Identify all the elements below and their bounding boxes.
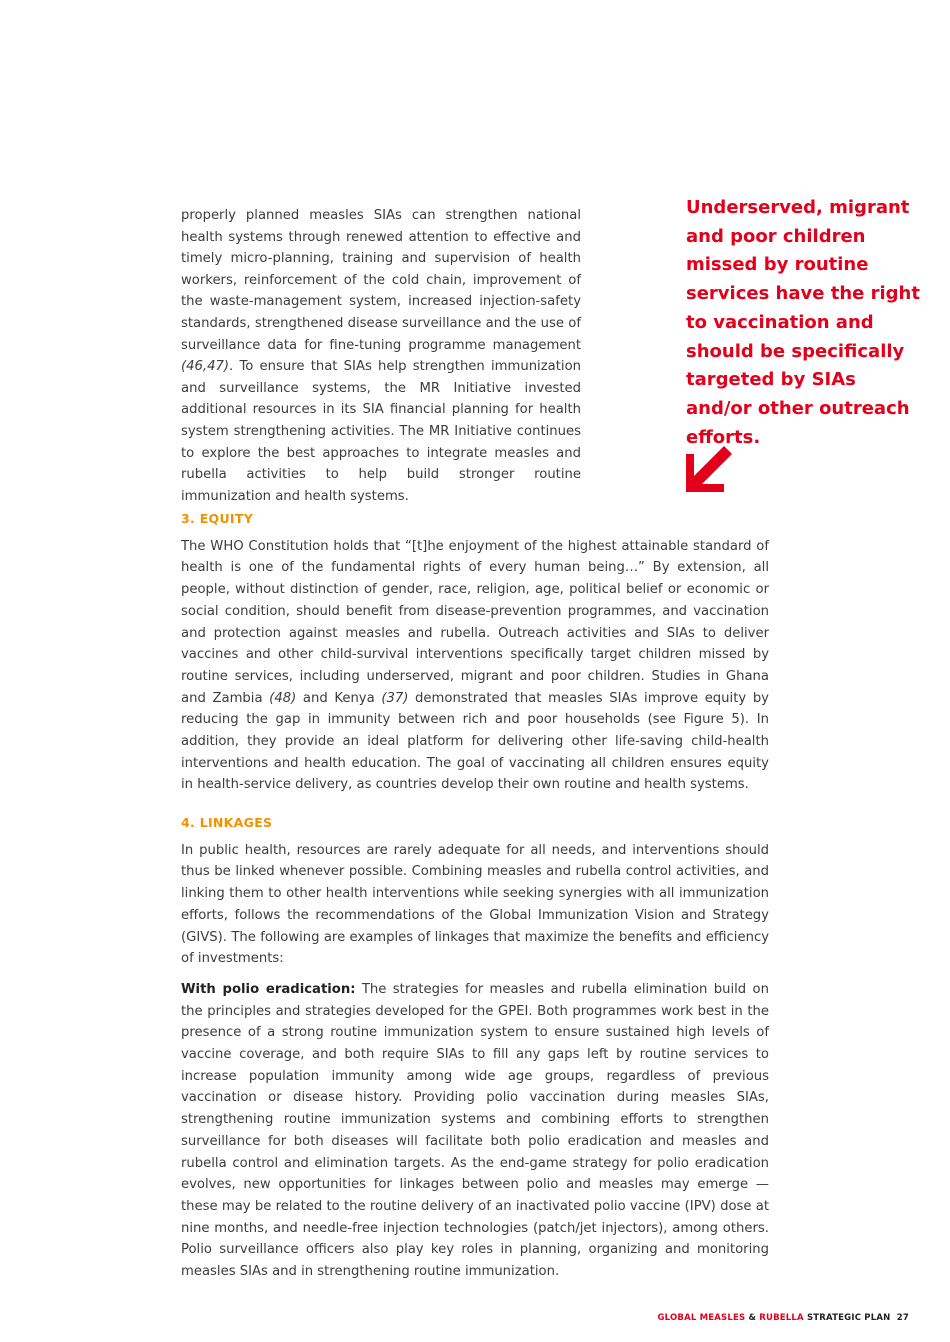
footer-title-plan: STRATEGIC PLAN: [803, 1313, 891, 1323]
footer-title-measles: GLOBAL MEASLES: [657, 1313, 746, 1323]
equity-paragraph: [181, 536, 769, 796]
page-footer: [657, 1313, 909, 1323]
equity-text: demonstrated that measles SIAs improve equity by reducing the gap in immunity between rich and poor households (see Figure 5). In addition, they provide an ideal platform for delivering other life-saving child-health interventions and health education. The goal of vaccinating all children ensures equity in health-service delivery, as countries develop their own routine and health systems.: [181, 690, 769, 793]
section-heading-equity: 3. EQUITY: [181, 511, 254, 526]
section-heading-linkages: 4. LINKAGES: [181, 815, 273, 830]
polio-lead: With polio eradication:: [181, 981, 356, 997]
footer-ampersand: &: [745, 1313, 760, 1323]
intro-paragraph: [181, 205, 581, 507]
equity-text: and Kenya: [296, 690, 382, 706]
footer-title-rubella: RUBELLA: [759, 1313, 804, 1323]
reference-citation: (48): [269, 690, 297, 706]
linkages-paragraph: In public health, resources are rarely adequate for all needs, and interventions should thus be linked whenever possible. Combining measles and rubella control activities, and linking them to other health interventions while seeking synergies with all immunization efforts, follows the recommendations of the Global Immunization Vision and Strategy (GIVS). The following are examples of linkages that maximize the benefits and efficiency of investments:: [181, 842, 769, 967]
pull-quote: Underserved, migrant and poor children missed by routine services have the right to vaccination and should be specifically targeted by SIAs and/or other outreach efforts.: [686, 197, 920, 448]
arrow-down-left-icon: [686, 444, 734, 492]
polio-paragraph: [181, 979, 769, 1283]
intro-text: properly planned measles SIAs can strengthen national health systems through renewed attention to effective and timely micro-planning, training and supervision of health workers, reinforcement of the cold chain, improvement of the waste-management system, increased injection-safety standards, strengthened disease surveillance and the use of surveillance data for fine-tuning programme management: [181, 208, 581, 353]
equity-section: [181, 508, 769, 796]
linkages-section: [181, 812, 769, 1283]
polio-text: The strategies for measles and rubella elimination build on the principles and strategies developed for the GPEI. Both programmes work best in the presence of a strong routine immunization system to ensure sustained high levels of vaccine coverage, and both require SIAs to fill any gaps left by routine services to increase population immunity among wide age groups, regardless of previous vaccination or disease history. Providing polio vaccination during measles SIAs, strengthening routine immunization systems and combining efforts to strengthen surveillance for both diseases will facilitate both polio eradication and measles and rubella control and elimination targets. As the end-game strategy for polio eradication evolves, new opportunities for linkages between polio and measles may emerge — these may be related to the routine delivery of an inactivated polio vaccine (IPV) dose at nine months, and needle-free injection technologies (patch/jet injectors), among others. Polio surveillance officers also play key roles in planning, organizing and monitoring measles SIAs and in strengthening routine immunization.: [181, 981, 769, 1280]
reference-citation: (37): [381, 690, 409, 706]
reference-citation: (46,47): [181, 359, 230, 375]
page-number: 27: [896, 1313, 909, 1323]
equity-text: The WHO Constitution holds that “[t]he enjoyment of the highest attainable standard of health is one of the fundamental rights of every human being…” By extension, all people, without distinction of gender, race, religion, age, political belief or economic or social condition, should benefit from disease-prevention programmes, and vaccination and protection against measles and rubella. Outreach activities and SIAs to deliver vaccines and other child-survival interventions specifically target children missed by routine services, including underserved, migrant and poor children. Studies in Ghana and Zambia: [181, 538, 769, 706]
intro-text-continued: . To ensure that SIAs help strengthen immunization and surveillance systems, the MR Initiative invested additional resources in its SIA financial planning for health system strengthening activities. The MR Initiative continues to explore the best approaches to integrate measles and rubella activities to help build stronger routine immunization and health systems.: [181, 359, 581, 504]
